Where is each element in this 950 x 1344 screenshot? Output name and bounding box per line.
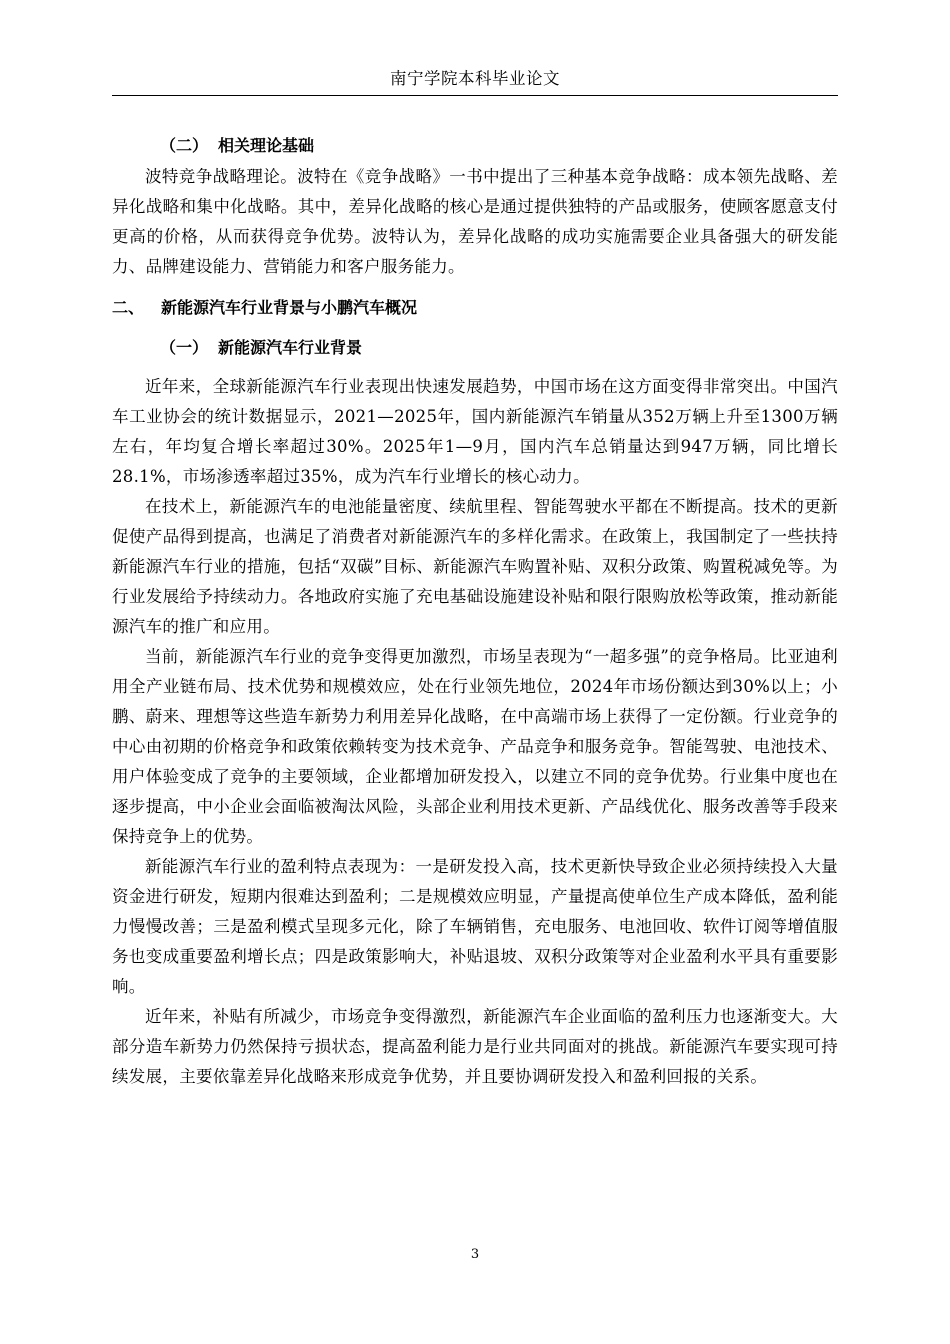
section-number: （一） xyxy=(160,338,209,357)
page-body xyxy=(112,130,838,1092)
paragraph-profit-pressure: 近年来，补贴有所减少，市场竞争变得激烈，新能源汽车企业面临的盈利压力也逐渐变大。大部分造车新势力仍然保持亏损状态，提高盈利能力是行业共同面对的挑战。新能源汽车要实现可持续发展，主要依靠差异化战略来形成竞争优势，并且要协调研发投入和盈利回报的关系。 xyxy=(112,1007,838,1086)
section-heading-related-theory xyxy=(112,130,838,162)
running-header-title: 南宁学院本科毕业论文 xyxy=(390,69,560,88)
page-number: 3 xyxy=(470,1247,480,1262)
section-title: 新能源汽车行业背景 xyxy=(218,338,363,357)
chapter-heading-industry-background xyxy=(112,292,838,324)
section-title: 相关理论基础 xyxy=(218,136,315,155)
paragraph-market-growth: 近年来，全球新能源汽车行业表现出快速发展趋势，中国市场在这方面变得非常突出。中国汽车工业协会的统计数据显示，2021—2025年，国内新能源汽车销量从352万辆上升至1300万辆左右，年均复合增长率超过30%。2025年1—9月，国内汽车总销量达到947万辆，同比增长28.1%，市场渗透率超过35%，成为汽车行业增长的核心动力。 xyxy=(112,377,838,486)
paragraph-porter-theory: 波特竞争战略理论。波特在《竞争战略》一书中提出了三种基本竞争战略：成本领先战略、差异化战略和集中化战略。其中，差异化战略的核心是通过提供独特的产品或服务，使顾客愿意支付更高的价格，从而获得竞争优势。波特认为，差异化战略的成功实施需要企业具备强大的研发能力、品牌建设能力、营销能力和客户服务能力。 xyxy=(112,167,838,276)
paragraph-profitability: 新能源汽车行业的盈利特点表现为：一是研发投入高，技术更新快导致企业必须持续投入大量资金进行研发，短期内很难达到盈利；二是规模效应明显，产量提高使单位生产成本降低，盈利能力慢慢改善；三是盈利模式呈现多元化，除了车辆销售，充电服务、电池回收、软件订阅等增值服务也变成重要盈利增长点；四是政策影响大，补贴退坡、双积分政策等对企业盈利水平具有重要影响。 xyxy=(112,857,838,996)
section-number: （二） xyxy=(160,136,209,155)
header-divider xyxy=(112,95,838,96)
section-heading-nev-background xyxy=(112,332,838,364)
paragraph-technology-policy: 在技术上，新能源汽车的电池能量密度、续航里程、智能驾驶水平都在不断提高。技术的更新促使产品得到提高，也满足了消费者对新能源汽车的多样化需求。在政策上，我国制定了一些扶持新能源汽车行业的措施，包括“双碳”目标、新能源汽车购置补贴、双积分政策、购置税减免等。为行业发展给予持续动力。各地政府实施了充电基础设施建设补贴和限行限购放松等政策，推动新能源汽车的推广和应用。 xyxy=(112,497,838,636)
chapter-title: 新能源汽车行业背景与小鹏汽车概况 xyxy=(161,298,418,317)
chapter-number: 二、 xyxy=(112,298,145,317)
paragraph-competition: 当前，新能源汽车行业的竞争变得更加激烈，市场呈表现为“一超多强”的竞争格局。比亚迪利用全产业链布局、技术优势和规模效应，处在行业领先地位，2024年市场份额达到30%以上；小鹏、蔚来、理想等这些造车新势力利用差异化战略，在中高端市场上获得了一定份额。行业竞争的中心由初期的价格竞争和政策依赖转变为技术竞争、产品竞争和服务竞争。智能驾驶、电池技术、用户体验变成了竞争的主要领域，企业都增加研发投入，以建立不同的竞争优势。行业集中度也在逐步提高，中小企业会面临被淘汰风险，头部企业利用技术更新、产品线优化、服务改善等手段来保持竞争上的优势。 xyxy=(112,647,838,846)
